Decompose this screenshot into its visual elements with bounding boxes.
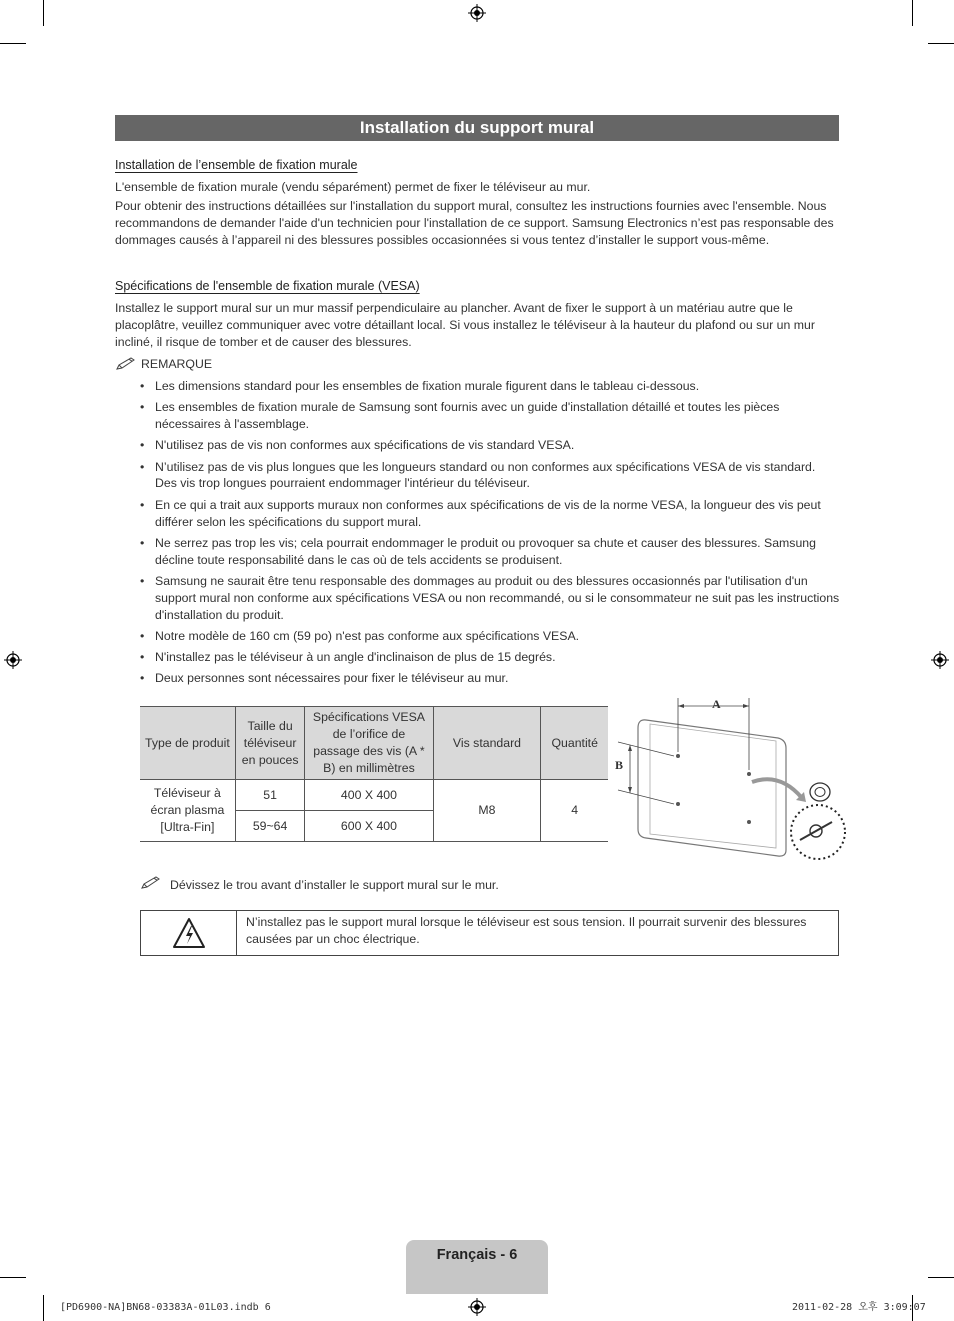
section-heading-vesa: Spécifications de l'ensemble de fixation murale (VESA)	[115, 279, 420, 293]
vesa-cell: 600 X 400	[305, 811, 433, 842]
column-header: Quantité	[541, 707, 608, 780]
column-header: Taille du téléviseur en pouces	[235, 707, 305, 780]
paragraph: Pour obtenir des instructions détaillées sur l'installation du support mural, consultez les instructions fournies avec l'ensemble. Nous recommandons de demander l'aide d'un technicien pour l'installation de ce support. Samsung Electronics n’est pas responsable des dommages causés à l’appareil ni des blessures possibles occasionnées si vous tentez d’installer le support vous-même.	[115, 199, 834, 247]
note-label: REMARQUE	[141, 357, 213, 371]
crop-mark	[912, 0, 913, 26]
list-item: • Samsung ne saurait être tenu responsable des dommages au produit ou des blessures occasionnés par l'utilisation d'un support mural non conforme aux spécifications VESA ou non recommandé, ou si le consommateur ne suit pas les instructions d'installation du produit.	[140, 573, 840, 623]
list-item: • N'utilisez pas de vis non conformes aux spécifications de vis standard VESA.	[140, 437, 840, 454]
registration-mark-icon	[468, 4, 486, 22]
list-item: • Deux personnes sont nécessaires pour fixer le téléviseur au mur.	[140, 670, 840, 687]
crop-mark	[928, 43, 954, 44]
warning-box	[140, 910, 839, 956]
crop-mark	[0, 1277, 26, 1278]
paragraph: L'ensemble de fixation murale (vendu séparément) permet de fixer le téléviseur au mur.	[115, 180, 591, 194]
crop-mark	[928, 1277, 954, 1278]
page-title: Installation du support mural	[115, 115, 839, 141]
size-cell: 59~64	[235, 811, 305, 842]
note-text: Dévissez le trou avant d’installer le support mural sur le mur.	[170, 878, 499, 892]
product-type-cell: Téléviseur à écran plasma [Ultra-Fin]	[140, 780, 235, 842]
page-number-tab: Français - 6	[406, 1240, 548, 1294]
screw-cell: M8	[433, 780, 541, 842]
list-item: • En ce qui a trait aux supports muraux non conformes aux spécifications de vis de la norme VESA, la longueur des vis peut différer selon les spécifications du support mural.	[140, 497, 840, 531]
quantity-cell: 4	[541, 780, 608, 842]
list-item: • Notre modèle de 160 cm (59 po) n'est pas conforme aux spécifications VESA.	[140, 628, 840, 645]
paragraph: Installez le support mural sur un mur massif perpendiculaire au plancher. Avant de fixer le support à un matériau autre que le placoplâtre, veuillez communiquer avec votre détaillant local. Si vous installez le téléviseur à la hauteur du plafond ou sur un mur incliné, il risque de tomber et de causer des blessures.	[115, 301, 815, 349]
pencil-note-icon	[140, 876, 162, 890]
vesa-cell: 400 X 400	[305, 780, 433, 811]
size-cell: 51	[235, 780, 305, 811]
column-header: Type de produit	[140, 707, 235, 780]
warning-text: N’installez pas le support mural lorsque le téléviseur est sous tension. Il pourrait survenir des blessures causées par un choc électrique.	[246, 915, 807, 946]
dimension-label-a: A	[712, 697, 721, 711]
electric-shock-warning-icon	[172, 917, 206, 949]
registration-mark-icon	[468, 1298, 486, 1316]
wall-mount-diagram	[610, 694, 850, 864]
note-header	[115, 356, 212, 373]
list-item: • Les ensembles de fixation murale de Samsung sont fournis avec un guide d'installation détaillé et toutes les pièces nécessaires à l'assemblage.	[140, 399, 840, 433]
table-header-row	[140, 707, 608, 780]
crop-mark	[43, 1295, 44, 1321]
registration-mark-icon	[931, 651, 949, 669]
section-heading-installation: Installation de l’ensemble de fixation murale	[115, 158, 358, 172]
crop-mark	[43, 0, 44, 26]
registration-mark-icon	[4, 651, 22, 669]
crop-mark	[0, 43, 26, 44]
list-item: • N'installez pas le téléviseur à un angle d'inclinaison de plus de 15 degrés.	[140, 649, 840, 666]
table-row	[140, 780, 608, 811]
file-slug: [PD6900-NA]BN68-03383A-01L03.indb 6	[60, 1302, 271, 1313]
column-header: Vis standard	[433, 707, 541, 780]
list-item: • Ne serrez pas trop les vis; cela pourrait endommager le produit ou provoquer sa chute et causer des blessures. Samsung décline toute responsabilité dans le cas où de tels accidents se produisent.	[140, 535, 840, 569]
timestamp-slug: 2011-02-28 오후 3:09:07	[792, 1302, 926, 1313]
vesa-spec-table	[140, 706, 608, 842]
pencil-note-icon	[115, 357, 137, 371]
dimension-label-b: B	[615, 758, 624, 772]
list-item: • N’utilisez pas de vis plus longues que les longueurs standard ou non conformes aux spécifications VESA de vis standard. Des vis trop longues pourraient endommager l'intérieur du téléviseur.	[140, 459, 840, 493]
bullet-list	[140, 378, 840, 692]
list-item: • Les dimensions standard pour les ensembles de fixation murale figurent dans le tableau ci-dessous.	[140, 378, 840, 395]
column-header: Spécifications VESA de l’orifice de passage des vis (A * B) en millimètres	[305, 707, 433, 780]
